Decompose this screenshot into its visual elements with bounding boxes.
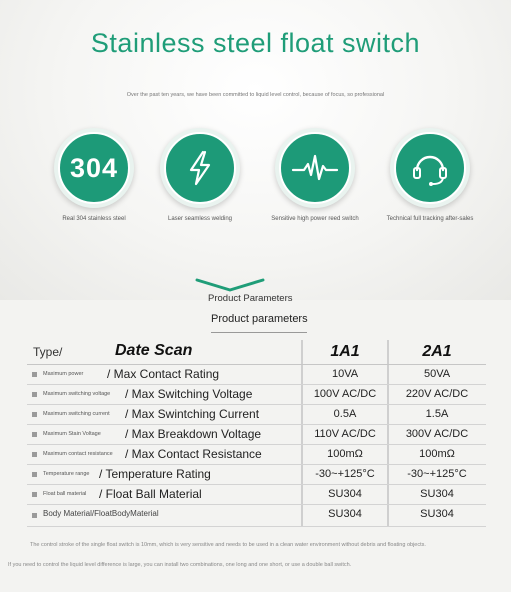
lightning-bolt-icon bbox=[164, 132, 236, 204]
param-label: / Max Switching Voltage bbox=[125, 387, 253, 401]
param-label-small: Maximum switching current bbox=[43, 411, 110, 417]
headset-icon bbox=[394, 132, 466, 204]
value-1a1: 0.5A bbox=[333, 408, 357, 420]
section-heading: Product Parameters bbox=[208, 293, 293, 304]
table-header-row bbox=[27, 340, 486, 365]
param-label: / Max Swintching Current bbox=[125, 407, 260, 421]
feature-304-steel bbox=[39, 128, 149, 222]
value-2a1: 220V AC/DC bbox=[405, 388, 469, 400]
param-label: / Max Breakdown Voltage bbox=[125, 427, 262, 441]
bullet-square bbox=[32, 432, 37, 437]
table-row bbox=[27, 445, 486, 465]
value-2a1: 50VA bbox=[423, 368, 451, 380]
bullet-square bbox=[32, 412, 37, 417]
type-label: Type/ bbox=[33, 345, 63, 359]
bullet-square bbox=[32, 492, 37, 497]
table-row bbox=[27, 505, 486, 527]
section-subheading: Product parameters bbox=[211, 313, 308, 325]
bullet-square bbox=[32, 513, 37, 518]
feature-reed-switch bbox=[260, 128, 370, 222]
feature-circle bbox=[160, 128, 240, 208]
feature-caption: Technical full tracking after-sales bbox=[386, 216, 474, 222]
value-2a1: 300V AC/DC bbox=[405, 428, 469, 440]
table-row bbox=[27, 365, 486, 385]
feature-after-sales bbox=[375, 128, 485, 222]
value-1a1: -30~+125°C bbox=[315, 468, 375, 480]
feature-laser-welding bbox=[145, 128, 255, 222]
value-1a1: 100mΩ bbox=[327, 448, 363, 460]
value-1a1: SU304 bbox=[328, 488, 362, 500]
feature-circle bbox=[390, 128, 470, 208]
bullet-square bbox=[32, 452, 37, 457]
value-2a1: 1.5A bbox=[425, 408, 449, 420]
table-row bbox=[27, 465, 486, 485]
table-row bbox=[27, 425, 486, 445]
param-label: / Max Contact Rating bbox=[107, 367, 220, 381]
feature-circle bbox=[275, 128, 355, 208]
bullet-square bbox=[32, 392, 37, 397]
page-title: Stainless steel float switch bbox=[90, 28, 421, 58]
table-row bbox=[27, 405, 486, 425]
param-label-small: Maximum power bbox=[43, 371, 84, 377]
param-label: / Float Ball Material bbox=[99, 487, 202, 501]
value-1a1: 10VA bbox=[331, 368, 359, 380]
column-header-1a1: 1A1 bbox=[330, 343, 360, 360]
page-subtitle: Over the past ten years, we have been committed to liquid level control, because of focus, so professional bbox=[126, 92, 385, 98]
value-2a1: 100mΩ bbox=[419, 448, 455, 460]
feature-caption: Laser seamless welding bbox=[167, 216, 233, 222]
section-underline bbox=[211, 332, 307, 333]
feature-caption: Real 304 stainless steel bbox=[62, 216, 126, 222]
value-2a1: -30~+125°C bbox=[407, 468, 467, 480]
param-label-small: Temperature range bbox=[43, 471, 90, 477]
param-label-small: Float ball material bbox=[43, 491, 87, 497]
footnote: If you need to control the liquid level difference is large, you can install two combinations, one long and one short, or use a double ball switch. bbox=[8, 562, 352, 568]
date-scan-label: Date Scan bbox=[115, 342, 193, 359]
feature-caption: Sensitive high power reed switch bbox=[271, 216, 359, 222]
value-1a1: 110V AC/DC bbox=[314, 428, 376, 440]
param-label-small: Maximum contact resistance bbox=[43, 451, 113, 457]
table-row bbox=[27, 485, 486, 505]
param-label: / Temperature Rating bbox=[99, 467, 211, 481]
value-1a1: SU304 bbox=[328, 508, 362, 520]
pulse-wave-icon bbox=[279, 132, 351, 204]
table-row bbox=[27, 385, 486, 405]
bullet-square bbox=[32, 472, 37, 477]
304-badge-icon bbox=[58, 132, 130, 204]
param-label-small: Maximum Stain Voltage bbox=[43, 431, 101, 437]
feature-circle bbox=[54, 128, 134, 208]
value-2a1: SU304 bbox=[420, 488, 454, 500]
value-1a1: 100V AC/DC bbox=[313, 388, 377, 400]
value-2a1: SU304 bbox=[420, 508, 454, 520]
footnote: The control stroke of the single float switch is 10mm, which is very sensitive and needs to be used in a clean water environment without debris and floating objects. bbox=[30, 542, 426, 548]
param-label-small: Maximum switching voltage bbox=[43, 391, 111, 397]
column-header-2a1: 2A1 bbox=[422, 343, 452, 360]
badge-text: 304 bbox=[69, 152, 119, 183]
param-label: / Max Contact Resistance bbox=[125, 447, 262, 461]
param-label: Body Material/FloatBodyMaterial bbox=[43, 509, 159, 518]
bullet-square bbox=[32, 372, 37, 377]
chevron-down-icon bbox=[195, 278, 265, 292]
parameters-table bbox=[27, 340, 486, 527]
